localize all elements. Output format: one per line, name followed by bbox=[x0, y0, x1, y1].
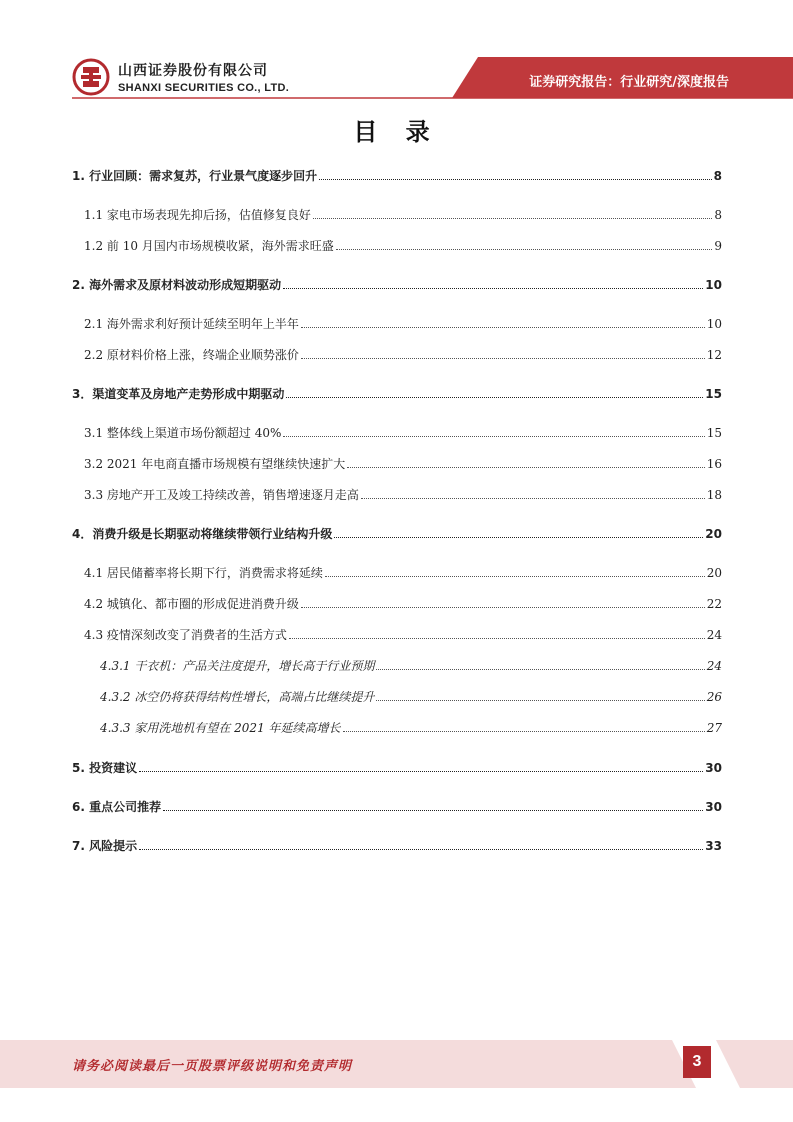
toc-leader-dots bbox=[286, 397, 703, 398]
toc-entry-label: 3.3 房地产开工及竣工持续改善，销售增速逐月走高 bbox=[84, 488, 359, 502]
toc-entry-label: 4．消费升级是长期驱动将继续带领行业结构升级 bbox=[72, 527, 333, 541]
toc-entry[interactable] bbox=[72, 687, 722, 705]
toc-entry[interactable] bbox=[72, 563, 722, 581]
toc-entry-page: 12 bbox=[706, 348, 722, 362]
toc-entry[interactable] bbox=[72, 718, 722, 736]
toc-entry-label: 6. 重点公司推荐 bbox=[72, 800, 162, 814]
toc-leader-dots bbox=[139, 849, 703, 850]
toc-entry[interactable] bbox=[72, 836, 722, 854]
toc-entry-label: 3．渠道变革及房地产走势形成中期驱动 bbox=[72, 387, 285, 401]
toc-entry-label: 1.1 家电市场表现先抑后扬，估值修复良好 bbox=[84, 208, 311, 222]
toc-entry-label: 1.2 前 10 月国内市场规模收紧，海外需求旺盛 bbox=[84, 239, 334, 253]
toc-entry-page: 15 bbox=[705, 387, 722, 401]
toc-leader-dots bbox=[325, 576, 705, 577]
toc-leader-dots bbox=[336, 249, 713, 250]
toc-entry-page: 24 bbox=[706, 628, 722, 642]
toc-leader-dots bbox=[347, 467, 704, 468]
toc-leader-dots bbox=[283, 436, 704, 437]
toc-leader-dots bbox=[334, 537, 703, 538]
toc-entry-label: 2.1 海外需求利好预计延续至明年上半年 bbox=[84, 317, 299, 331]
toc-entry-label: 2.2 原材料价格上涨，终端企业顺势涨价 bbox=[84, 348, 299, 362]
toc-entry-label: 3.1 整体线上渠道市场份额超过 40% bbox=[84, 426, 282, 440]
toc-entry-label: 7. 风险提示 bbox=[72, 839, 138, 853]
disclaimer-notice: 请务必阅读最后一页股票评级说明和免责声明 bbox=[72, 1059, 353, 1074]
toc-leader-dots bbox=[361, 498, 705, 499]
company-name-cn: 山西证券股份有限公司 bbox=[118, 63, 268, 79]
toc-entry-label: 4.3 疫情深刻改变了消费者的生活方式 bbox=[84, 628, 287, 642]
toc-entry-label: 4.3.1 干衣机：产品关注度提升，增长高于行业预期 bbox=[100, 659, 375, 673]
toc-entry-label: 4.2 城镇化、都市圈的形成促进消费升级 bbox=[84, 597, 299, 611]
toc-leader-dots bbox=[319, 179, 712, 180]
toc-entry[interactable] bbox=[72, 485, 722, 503]
toc-leader-dots bbox=[301, 327, 705, 328]
page-number: 3 bbox=[683, 1046, 711, 1078]
toc-entry-page: 15 bbox=[706, 426, 722, 440]
toc-entry-page: 33 bbox=[705, 839, 722, 853]
toc-entry[interactable] bbox=[72, 423, 722, 441]
toc-entry[interactable] bbox=[72, 454, 722, 472]
toc-entry-label: 2. 海外需求及原材料波动形成短期驱动 bbox=[72, 278, 282, 292]
toc-entry-page: 18 bbox=[706, 488, 722, 502]
toc-leader-dots bbox=[283, 288, 703, 289]
toc-entry-page: 10 bbox=[705, 278, 722, 292]
toc-entry-label: 3.2 2021 年电商直播市场规模有望继续快速扩大 bbox=[84, 457, 346, 471]
report-type: 证券研究报告：行业研究/深度报告 bbox=[529, 75, 729, 90]
toc-entry-page: 22 bbox=[706, 597, 722, 611]
toc-leader-dots bbox=[376, 700, 704, 701]
toc-entry[interactable] bbox=[72, 314, 722, 332]
company-logo bbox=[72, 55, 289, 99]
toc-entry-label: 1. 行业回顾：需求复苏，行业景气度逐步回升 bbox=[72, 169, 318, 183]
toc-entry-page: 8 bbox=[714, 208, 722, 222]
toc-leader-dots bbox=[313, 218, 712, 219]
toc-entry[interactable] bbox=[72, 205, 722, 223]
toc-entry[interactable] bbox=[72, 166, 722, 184]
toc-leader-dots bbox=[301, 607, 705, 608]
toc-entry-page: 10 bbox=[706, 317, 722, 331]
company-name-en: SHANXI SECURITIES CO., LTD. bbox=[118, 82, 290, 94]
toc-entry[interactable] bbox=[72, 275, 722, 293]
toc-entry-label: 4.1 居民储蓄率将长期下行，消费需求将延续 bbox=[84, 566, 323, 580]
toc-entry-page: 30 bbox=[705, 761, 722, 775]
toc-entry-page: 8 bbox=[713, 169, 722, 183]
toc-entry-page: 24 bbox=[706, 659, 722, 673]
page-header bbox=[0, 0, 793, 110]
toc-entry[interactable] bbox=[72, 594, 722, 612]
toc-leader-dots bbox=[289, 638, 705, 639]
toc-entry-page: 9 bbox=[714, 239, 722, 253]
toc-entry[interactable] bbox=[72, 656, 722, 674]
toc-entry-page: 20 bbox=[705, 527, 722, 541]
toc-entry-label: 5. 投资建议 bbox=[72, 761, 138, 775]
toc-leader-dots bbox=[163, 810, 703, 811]
toc-entry-page: 30 bbox=[705, 800, 722, 814]
toc-entry[interactable] bbox=[72, 625, 722, 643]
toc-entry-page: 27 bbox=[706, 721, 722, 735]
toc-entry-label: 4.3.2 冰空仍将获得结构性增长，高端占比继续提升 bbox=[100, 690, 375, 704]
logo-seal-icon bbox=[72, 58, 110, 96]
toc-entry[interactable] bbox=[72, 345, 722, 363]
toc-entry[interactable] bbox=[72, 797, 722, 815]
toc-entry[interactable] bbox=[72, 236, 722, 254]
toc-entry[interactable] bbox=[72, 384, 722, 402]
toc-entry-page: 16 bbox=[706, 457, 722, 471]
toc-entry-page: 26 bbox=[706, 690, 722, 704]
toc-entry[interactable] bbox=[72, 524, 722, 542]
toc-entry-label: 4.3.3 家用洗地机有望在 2021 年延续高增长 bbox=[100, 721, 341, 735]
toc-entry-page: 20 bbox=[706, 566, 722, 580]
toc-entry[interactable] bbox=[72, 758, 722, 776]
toc-leader-dots bbox=[301, 358, 705, 359]
toc-leader-dots bbox=[139, 771, 703, 772]
toc-leader-dots bbox=[376, 669, 704, 670]
toc-title: 目 录 bbox=[353, 118, 440, 146]
toc-leader-dots bbox=[343, 731, 705, 732]
